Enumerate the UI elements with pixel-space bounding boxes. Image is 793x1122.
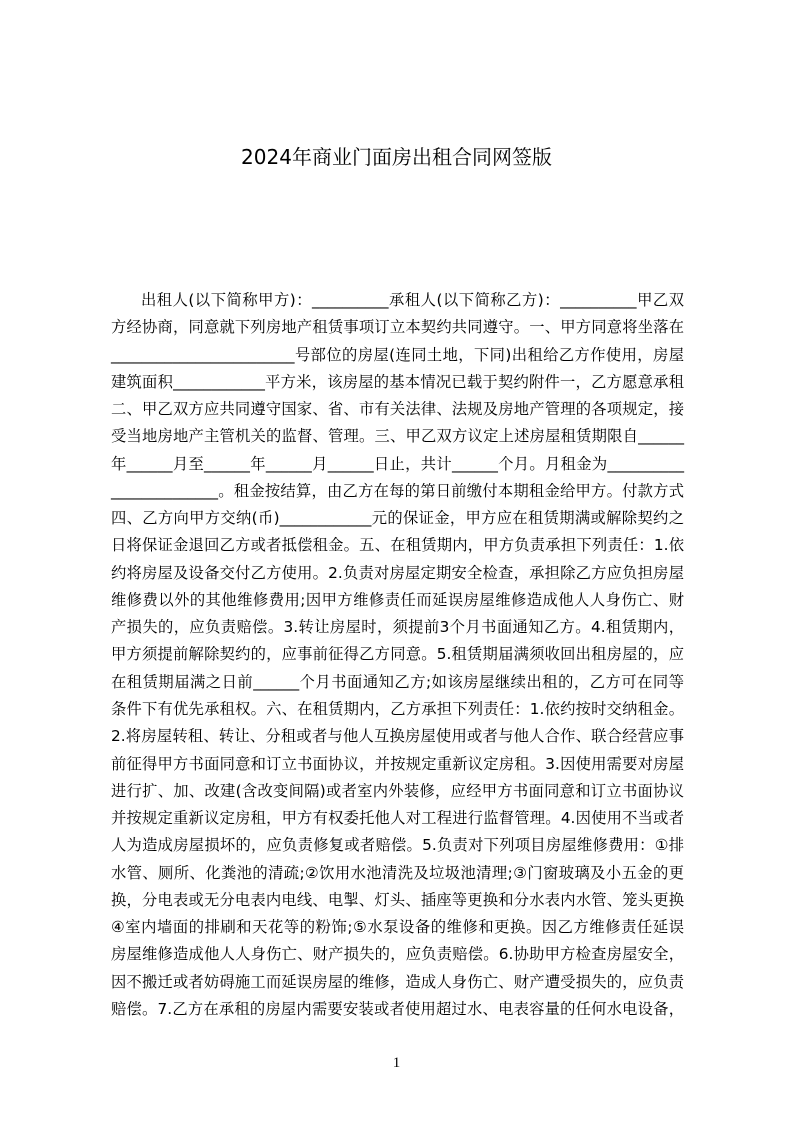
page-number: 1	[392, 1055, 401, 1071]
body-text-line: 因不搬迁或者妨碍施工而延误房屋的维修，造成人身伤亡、财产遭受损失的，应负责	[111, 972, 684, 991]
body-text-line: 并按规定重新议定房租，甲方有权委托他人对工程进行监督管理。4.因使用不当或者	[111, 809, 684, 828]
body-text-line: 受当地房地产主管机关的监督、管理。三、甲乙双方议定上述房屋租赁期限自______	[111, 427, 684, 446]
body-text-line: 前征得甲方书面同意和订立书面协议，并按规定重新议定房租。3.因使用需要对房屋	[111, 754, 684, 773]
body-text-line: 约将房屋及设备交付乙方使用。2.负责对房屋定期安全检查，承担除乙方应负担房屋	[111, 563, 684, 582]
body-text-line: 人为造成房屋损坏的，应负责修复或者赔偿。5.负责对下列项目房屋维修费用：①排	[111, 836, 684, 855]
body-text-line: 日将保证金退回乙方或者抵偿租金。五、在租赁期内，甲方负责承担下列责任：1.依	[111, 536, 684, 555]
body-text-line: 二、甲乙双方应共同遵守国家、省、市有关法律、法规及房地产管理的各项规定，接	[111, 400, 684, 419]
body-text-line: 进行扩、加、改建(含改变间隔)或者室内外装修，应经甲方书面同意和订立书面协议	[111, 781, 684, 800]
body-text-line: 建筑面积____________平方米，该房屋的基本情况已载于契约附件一，乙方愿意承租	[111, 372, 684, 391]
body-text-line: 维修费以外的其他维修费用;因甲方维修责任而延误房屋维修造成他人人身伤亡、财	[111, 590, 684, 609]
body-text-line: ________________________号部位的房屋(连同土地，下同)出租给乙方作使用，房屋	[111, 345, 684, 364]
body-text-line: ______________。租金按结算，由乙方在每的第日前缴付本期租金给甲方。付款方式	[111, 481, 684, 500]
body-text-line: 四、乙方向甲方交纳(币)____________元的保证金，甲方应在租赁期满或解除契约之	[111, 509, 684, 528]
contract-body	[111, 287, 684, 1023]
body-text-line: 产损失的，应负责赔偿。3.转让房屋时，须提前3个月书面通知乙方。4.租赁期内，	[111, 618, 684, 637]
body-text-line: 2.将房屋转租、转让、分租或者与他人互换房屋使用或者与他人合作、联合经营应事	[111, 727, 684, 746]
body-text-line: 水管、厕所、化粪池的清疏;②饮用水池清洗及垃圾池清理;③门窗玻璃及小五金的更	[111, 863, 684, 882]
body-text-line: 条件下有优先承租权。六、在租赁期内，乙方承担下列责任：1.依约按时交纳租金。	[111, 699, 684, 718]
body-text-line: 甲方须提前解除契约的，应事前征得乙方同意。5.租赁期届满须收回出租房屋的，应	[111, 645, 684, 664]
body-text-line: 年______月至______年______月______日止，共计______个月。月租金为__________	[111, 454, 684, 473]
body-text-line: ④室内墙面的排刷和天花等的粉饰;⑤水泵设备的维修和更换。因乙方维修责任延误	[111, 918, 684, 937]
body-text-line: 房屋维修造成他人人身伤亡、财产损失的，应负责赔偿。6.协助甲方检查房屋安全，	[111, 945, 684, 964]
body-text-line: 出租人(以下简称甲方)：__________承租人(以下简称乙方)：__________甲乙双	[141, 291, 684, 309]
document-title: 2024年商业门面房出租合同网签版	[241, 145, 552, 169]
body-text-line: 换，分电表或无分电表内电线、电掣、灯头、插座等更换和分水表内水管、笼头更换	[111, 890, 684, 909]
body-text-line: 方经协商，同意就下列房地产租赁事项订立本契约共同遵守。一、甲方同意将坐落在	[111, 318, 684, 337]
body-text-line: 赔偿。7.乙方在承租的房屋内需要安装或者使用超过水、电表容量的任何水电设备，	[111, 999, 684, 1018]
body-text-line: 在租赁期届满之日前______个月书面通知乙方;如该房屋继续出租的，乙方可在同等	[111, 672, 684, 691]
